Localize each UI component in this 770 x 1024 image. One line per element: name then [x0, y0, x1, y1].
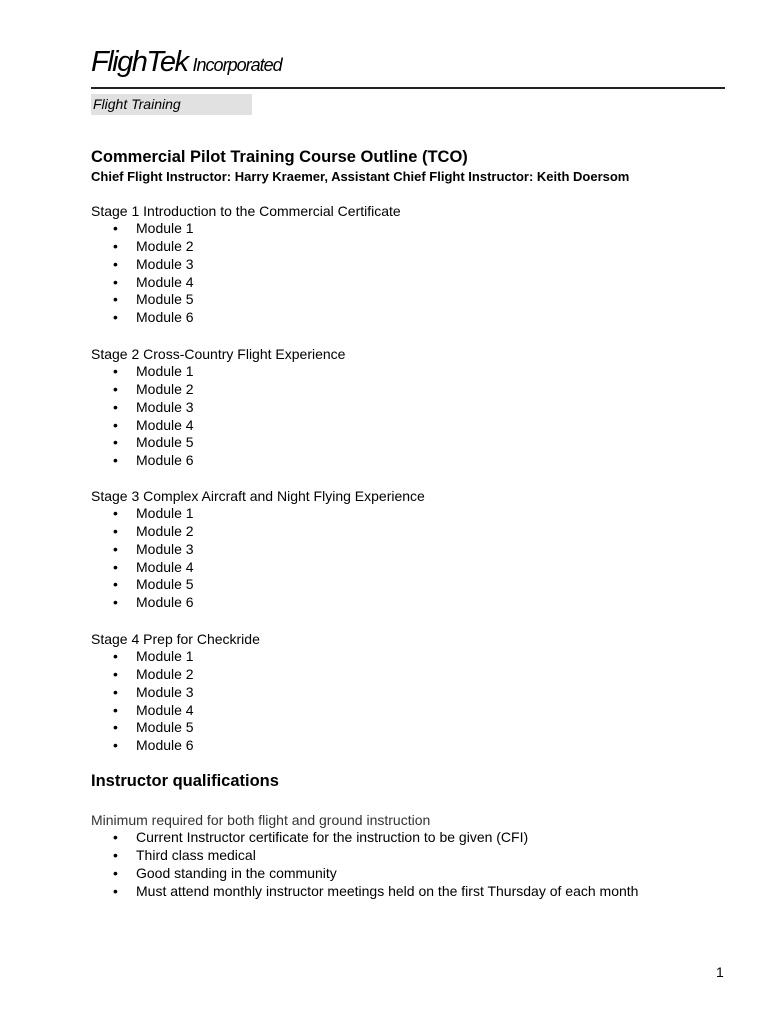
qualification-label: Good standing in the community — [136, 864, 337, 881]
qualification-label: Current Instructor certificate for the instruction to be given (CFI) — [136, 829, 529, 845]
bullet-icon: • — [113, 576, 118, 593]
list-item — [91, 434, 345, 452]
qualifications-section — [91, 811, 638, 900]
module-label: Module 3 — [136, 683, 194, 700]
module-label: Module 2 — [136, 380, 194, 397]
list-item — [91, 702, 260, 720]
bullet-icon: • — [113, 380, 118, 397]
module-label: Module 6 — [136, 594, 194, 611]
module-label: Module 2 — [136, 665, 194, 682]
qualification-label: Third class medical — [136, 846, 256, 863]
list-item — [91, 399, 345, 417]
module-label: Module 3 — [136, 255, 194, 272]
bullet-icon: • — [113, 416, 118, 433]
module-label: Module 1 — [136, 220, 194, 236]
list-item — [91, 559, 425, 577]
module-label: Module 4 — [136, 273, 194, 290]
list-item — [91, 417, 345, 435]
stage-title: Stage 3 Complex Aircraft and Night Flying Experience — [91, 488, 425, 504]
module-label: Module 2 — [136, 237, 194, 254]
list-item — [91, 274, 401, 292]
module-list — [91, 363, 345, 470]
list-item — [91, 363, 345, 381]
module-label: Module 6 — [136, 737, 194, 754]
section-heading: Instructor qualifications — [91, 772, 279, 790]
stage-1-section — [91, 202, 401, 327]
module-label: Module 3 — [136, 398, 194, 415]
department-label: Flight Training — [91, 94, 252, 115]
bullet-icon: • — [113, 398, 118, 415]
list-item — [91, 847, 638, 865]
bullet-icon: • — [113, 220, 118, 236]
bullet-icon: • — [113, 737, 118, 754]
bullet-icon: • — [113, 594, 118, 611]
bullet-icon: • — [113, 291, 118, 308]
module-label: Module 5 — [136, 291, 194, 308]
bullet-icon: • — [113, 701, 118, 718]
bullet-icon: • — [113, 505, 118, 521]
list-item — [91, 291, 401, 309]
module-list — [91, 220, 401, 327]
header-rule — [91, 87, 725, 89]
qualifications-list — [91, 829, 638, 900]
bullet-icon: • — [113, 273, 118, 290]
stage-2-section — [91, 345, 345, 470]
bullet-icon: • — [113, 846, 118, 863]
module-label: Module 6 — [136, 452, 194, 469]
stage-4-section — [91, 630, 260, 755]
list-item — [91, 452, 345, 470]
bullet-icon: • — [113, 452, 118, 469]
list-item — [91, 220, 401, 238]
company-logo — [91, 48, 282, 77]
module-list — [91, 505, 425, 612]
bullet-icon: • — [113, 434, 118, 451]
page-number: 1 — [716, 964, 724, 980]
module-label: Module 5 — [136, 719, 194, 736]
company-suffix: Incorporated — [192, 55, 282, 75]
list-item — [91, 594, 425, 612]
bullet-icon: • — [113, 237, 118, 254]
list-item — [91, 523, 425, 541]
stage-title: Stage 1 Introduction to the Commercial Certificate — [91, 203, 401, 219]
bullet-icon: • — [113, 665, 118, 682]
list-item — [91, 256, 401, 274]
list-item — [91, 576, 425, 594]
bullet-icon: • — [113, 309, 118, 326]
module-list — [91, 648, 260, 755]
stage-title: Stage 2 Cross-Country Flight Experience — [91, 346, 346, 362]
bullet-icon: • — [113, 522, 118, 539]
module-label: Module 4 — [136, 558, 194, 575]
module-label: Module 3 — [136, 540, 194, 557]
bullet-icon: • — [113, 558, 118, 575]
list-item — [91, 648, 260, 666]
qualification-label: Must attend monthly instructor meetings held on the first Thursday of each month — [136, 882, 639, 899]
document-title: Commercial Pilot Training Course Outline (TCO) — [91, 148, 468, 166]
bullet-icon: • — [113, 363, 118, 379]
list-item — [91, 238, 401, 256]
list-item — [91, 309, 401, 327]
module-label: Module 4 — [136, 701, 194, 718]
bullet-icon: • — [113, 882, 118, 899]
module-label: Module 1 — [136, 363, 194, 379]
module-label: Module 5 — [136, 576, 194, 593]
list-item — [91, 541, 425, 559]
module-label: Module 5 — [136, 434, 194, 451]
list-item — [91, 666, 260, 684]
list-item — [91, 883, 638, 901]
bullet-icon: • — [113, 683, 118, 700]
bullet-icon: • — [113, 829, 118, 845]
bullet-icon: • — [113, 648, 118, 664]
list-item — [91, 865, 638, 883]
qualifications-title: Minimum required for both flight and ground instruction — [91, 812, 431, 828]
list-item — [91, 737, 260, 755]
bullet-icon: • — [113, 540, 118, 557]
bullet-icon: • — [113, 255, 118, 272]
list-item — [91, 505, 425, 523]
module-label: Module 2 — [136, 522, 194, 539]
stage-title: Stage 4 Prep for Checkride — [91, 631, 260, 647]
instructors-line: Chief Flight Instructor: Harry Kraemer, Assistant Chief Flight Instructor: Keith Doersom — [91, 169, 630, 184]
module-label: Module 6 — [136, 309, 194, 326]
bullet-icon: • — [113, 719, 118, 736]
list-item — [91, 719, 260, 737]
bullet-icon: • — [113, 864, 118, 881]
module-label: Module 4 — [136, 416, 194, 433]
list-item — [91, 381, 345, 399]
list-item — [91, 684, 260, 702]
list-item — [91, 829, 638, 847]
company-name: FlighTek — [91, 46, 188, 78]
stage-3-section — [91, 487, 425, 612]
module-label: Module 1 — [136, 648, 194, 664]
module-label: Module 1 — [136, 505, 194, 521]
